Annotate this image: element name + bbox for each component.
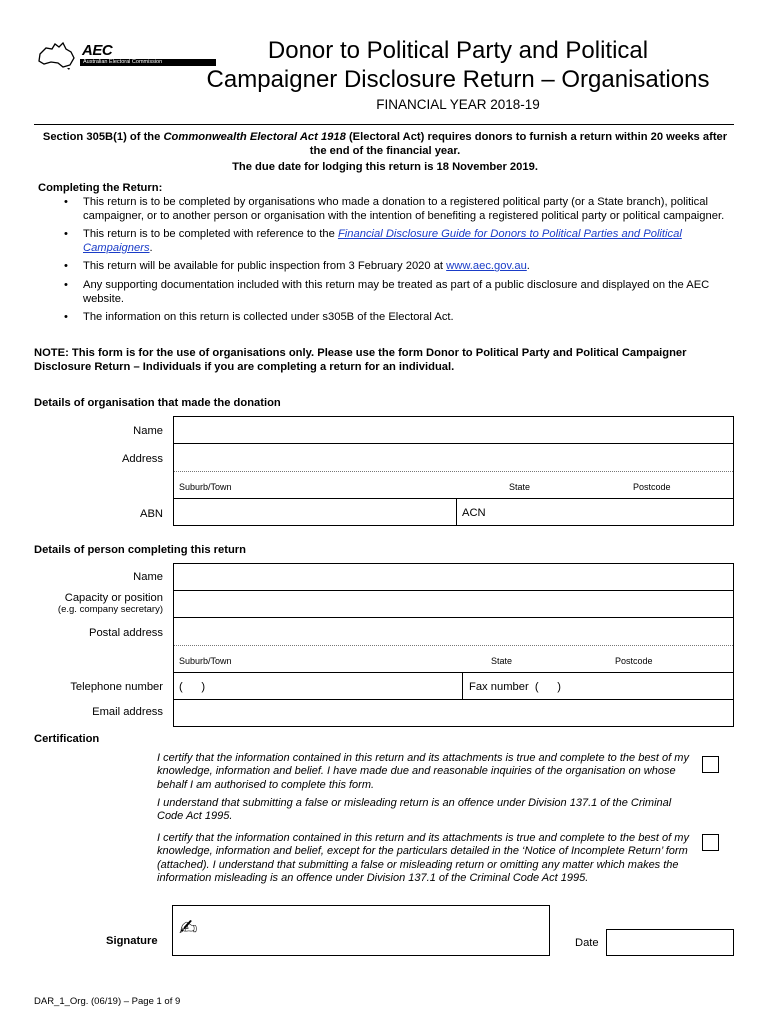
telephone-field[interactable] <box>173 672 463 700</box>
postal-address-field[interactable] <box>173 617 734 673</box>
certification-statement-2: I certify that the information contained in this return and its attachments is true and complete to the best of my knowledge, information and belief, except for the particulars detailed in the ‘Notice of Incomplete Return’ form (attached). I understand that submitting a false or misleading return or omitting any matter which makes the information misleading is an offence under Division 137.1 of the Criminal Code Act 1995. <box>157 832 689 885</box>
abn-label: ABN <box>139 508 163 520</box>
list-item: • This return is to be completed with reference to the Financial Disclosure Guide for Donors to Political Parties and Political Campaigners. <box>64 228 734 255</box>
fax-label: Fax number ( ) <box>469 681 562 693</box>
completing-list <box>64 196 734 330</box>
aec-logo <box>36 40 186 72</box>
org-address-field[interactable] <box>173 443 734 499</box>
person-state-label: State <box>491 656 513 666</box>
org-postcode-label: Postcode <box>633 482 671 492</box>
telephone-label: Telephone number <box>70 681 163 693</box>
list-item: • The information on this return is collected under s305B of the Electoral Act. <box>64 311 734 325</box>
acn-label: ACN <box>462 507 486 519</box>
postal-address-label: Postal address <box>88 627 163 639</box>
list-item: • This return is to be completed by organisations who made a donation to a registered political party (or a State branch), political campaigner, or to another person or organisation with the intention of benefiting a registered political party or political campaigner. <box>64 196 734 223</box>
telephone-area-code: ( ) <box>179 681 206 693</box>
logo-text: AEC <box>82 42 113 59</box>
email-label: Email address <box>92 706 163 718</box>
fax-field[interactable] <box>462 672 734 700</box>
intro-text: Section 305B(1) of the Commonwealth Electoral Act 1918 (Electoral Act) requires donors to furnish a return within 20 weeks after the end of the financial year. <box>42 131 728 157</box>
acn-field[interactable] <box>456 498 734 526</box>
person-postcode-label: Postcode <box>615 656 653 666</box>
financial-year: FINANCIAL YEAR 2018-19 <box>376 97 540 112</box>
due-date: The due date for lodging this return is 18 November 2019. <box>232 161 538 173</box>
certification-checkbox-2[interactable] <box>702 834 719 851</box>
person-name-label: Name <box>133 571 163 583</box>
list-item: • This return will be available for public inspection from 3 February 2020 at www.aec.gov.au. <box>64 260 734 274</box>
aec-website-link[interactable]: www.aec.gov.au <box>446 260 527 273</box>
org-suburb-label: Suburb/Town <box>179 482 232 492</box>
person-name-field[interactable] <box>173 563 734 591</box>
abn-field[interactable] <box>173 498 457 526</box>
date-field[interactable] <box>606 929 734 956</box>
org-state-label: State <box>509 482 531 492</box>
email-field[interactable] <box>173 699 734 727</box>
certification-statement-1b: I understand that submitting a false or misleading return is an offence under Division 137.1 of the Criminal Code Act 1995. <box>157 797 672 823</box>
list-item: • Any supporting documentation included with this return may be treated as part of a public disclosure and displayed on the AEC website. <box>64 279 734 306</box>
org-name-label: Name <box>133 425 163 437</box>
org-name-field[interactable] <box>173 416 734 444</box>
form-title: Donor to Political Party and Political Campaigner Disclosure Return – Organisations <box>206 37 710 93</box>
capacity-hint: (e.g. company secretary) <box>57 604 163 615</box>
header-divider <box>34 124 734 125</box>
logo-subtext: Australian Electoral Commission <box>80 59 216 66</box>
capacity-field[interactable] <box>173 590 734 618</box>
guide-link[interactable]: Financial Disclosure Guide for Donors to Political Parties and Political Campaigners <box>83 228 682 254</box>
org-address-label: Address <box>121 453 163 465</box>
signature-pen-icon: ✍ <box>179 916 198 941</box>
certification-checkbox-1[interactable] <box>702 756 719 773</box>
capacity-label: Capacity or position <box>64 592 163 604</box>
completing-heading: Completing the Return: <box>38 182 163 194</box>
certification-heading: Certification <box>34 733 100 745</box>
signature-label: Signature <box>106 935 158 947</box>
date-label: Date <box>575 937 599 949</box>
org-section-heading: Details of organisation that made the donation <box>34 397 281 409</box>
australia-map-icon <box>36 40 80 70</box>
person-suburb-label: Suburb/Town <box>179 656 232 666</box>
note-text: NOTE: This form is for the use of organisations only. Please use the form Donor to Political Party and Political Campaigner Disclosure Return – Individuals if you are completing a return for an individual. <box>34 347 687 373</box>
signature-field[interactable] <box>172 905 550 956</box>
certification-statement-1: I certify that the information contained in this return and its attachments is true and complete to the best of my knowledge, information and belief. I have made due and reasonable inquiries of the organisation on whose behalf I am authorised to complete this form. <box>157 752 689 791</box>
person-section-heading: Details of person completing this return <box>34 544 246 556</box>
page-footer: DAR_1_Org. (06/19) – Page 1 of 9 <box>34 996 181 1007</box>
